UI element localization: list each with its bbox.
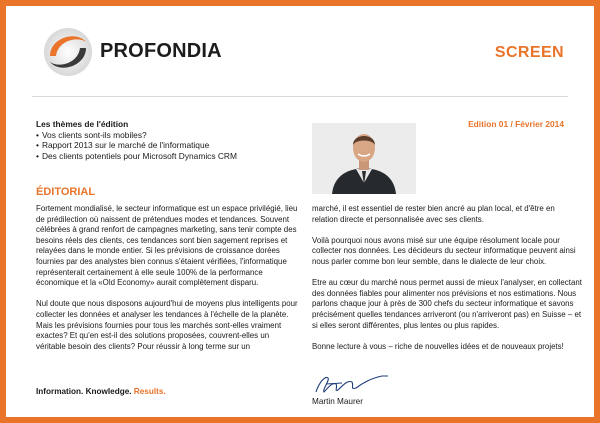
list-item: • Vos clients sont-ils mobiles?: [36, 130, 296, 141]
slogan-text: Information. Knowledge.: [36, 387, 134, 396]
paragraph: Voilà pourquoi nous avons misé sur une équipe résolument locale pour collecter nos données. Les décideurs du secteur informatique peuvent ainsi nous parler comme bon leur semble, dans le dialecte de leur choix.: [312, 235, 576, 266]
newsletter-title: SCREEN: [494, 44, 564, 61]
company-slogan: [36, 387, 166, 396]
list-item: • Rapport 2013 sur le marché de l'informatique: [36, 140, 296, 151]
profondia-logo: [42, 26, 94, 78]
signer-name: Martin Maurer: [312, 397, 363, 406]
handwritten-signature: [312, 372, 394, 396]
paragraph: Fortement mondialisé, le secteur informatique est un espace privilégié, lieu de prédilection où naissent de prétendues modes et tendances. Souvent célébrées à grand renfort de campagnes marketing, sans tenir compte des besoins réels des clients, ces tendances sont bien sagement reprises et relayées dans le monde entier. Si les prévisions de croissance dorées fournies par des analystes bien connus s'étaient vérifiées, l'informatique représenterait certainement à elle seule 100% de la performance économique et la «Old Economy» aurait complètement disparu.: [36, 204, 298, 288]
editorial-column-right: [312, 204, 582, 363]
author-photo: [312, 123, 416, 194]
paragraph: marché, il est essentiel de rester bien ancré au plan local, et d'être en relation directe et personnalisée avec ses clients.: [312, 204, 555, 224]
editorial-column-left: [36, 204, 298, 363]
brand-name: PROFONDIA: [100, 40, 222, 62]
paragraph: Etre au cœur du marché nous permet aussi de mieux l'analyser, en collectant des données fiables pour alimenter nos prévisions et nos estimations. Nous parlons chaque jour à près de 300 chefs du secteur informatique et savons précisément quelles tendances arriveront (ou n'arriveront pas) en Suisse – et si elles seront différentes, plus lentes ou plus rapides.: [312, 278, 582, 330]
paragraph: Bonne lecture à vous – riche de nouvelles idées et de nouveaux projets!: [312, 341, 564, 351]
themes-list: [36, 130, 296, 162]
paragraph: Nul doute que nous disposons aujourd'hui de moyens plus intelligents pour collecter les données et analyser les tendances à l'échelle de la planète. Mais les prévisions fournies pour tous les marchés sont-elles vraiment exactes? Et qu'en est-il des solutions proposées, couvrent-elles un véritable besoin des clients? Pour réussir à long terme sur un: [36, 299, 298, 351]
edition-label: Edition 01 / Février 2014: [468, 119, 564, 129]
themes-heading: Les thèmes de l'édition: [36, 119, 129, 129]
slogan-accent: Results.: [133, 387, 166, 396]
header-divider: [32, 96, 568, 97]
editorial-heading: ÉDITORIAL: [36, 186, 96, 198]
themes-block: [36, 119, 296, 161]
list-item: • Des clients potentiels pour Microsoft Dynamics CRM: [36, 151, 296, 162]
